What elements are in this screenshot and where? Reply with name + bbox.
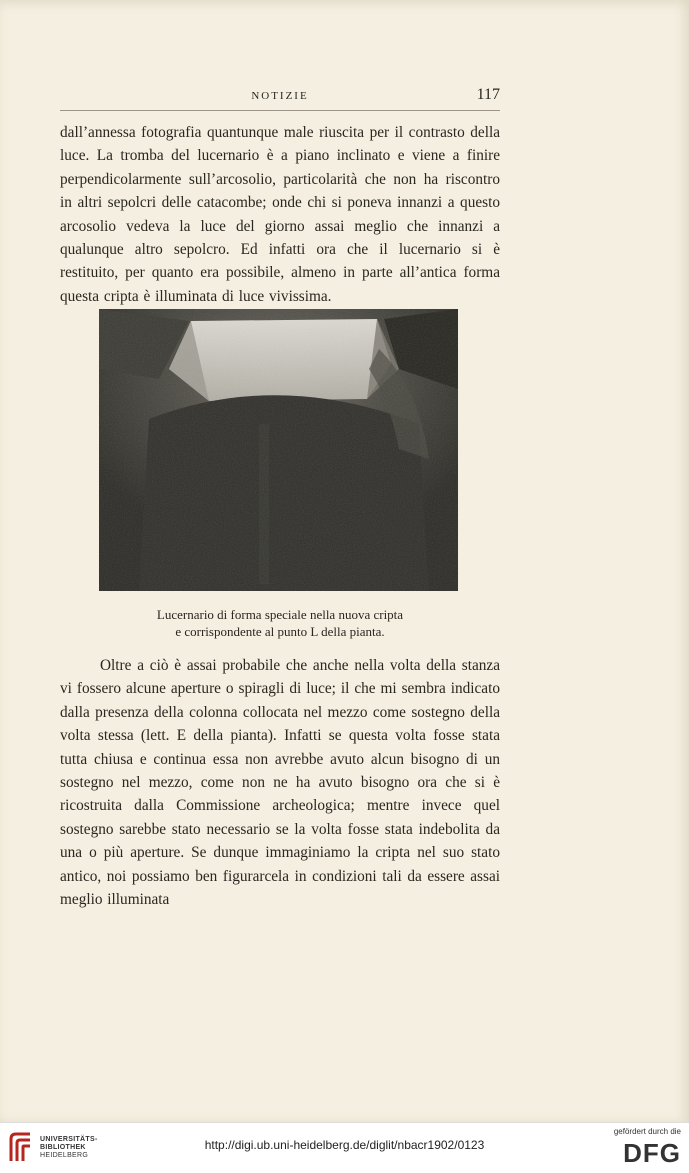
paragraph-2: Oltre a ciò è assai probabile che anche nella volta della stanza vi fossero alcune aperture o spiragli di luce; il che mi sembra indicato dalla presenza della colonna collocata nel mezzo come sostegno della volta stessa (lett. E della pianta). Infatti se questa volta fosse stata tutta chiusa e continua essa non avrebbe avuto alcun bisogno di un sostegno nel mezzo, come non ne ha avuto bisogno ora che si è ricostruita dalla Commissione archeologica; mentre invece quel sostegno sarebbe stato necessario se la volta fosse stata indebolita da una o più aperture. Se dunque immaginiamo la cripta nel suo stato antico, noi possiamo ben figurarcela in condizioni tali da essere assai meglio illuminata [60,657,500,909]
dfg-logo: DFG [623,1138,681,1168]
running-head [60,88,500,111]
figure-caption [60,606,500,640]
paragraph-1: dall’annessa fotografia quantunque male riuscita per il contrasto della luce. La tromba del lucernario è a piano inclinato e viene a finire perpendicolarmente sull’arcosolio, particolarità che non ha riscontro in altri sepolcri delle catacombe; onde chi si poneva innanzi a questo arcosolio vedeva la luce del giorno assai meglio che innanzi a qualunque altro sepolcro. Ed infatti ora che il lucernario si è restituito, per quanto era possibile, almeno in parte all’antica forma questa cripta è illuminata di luce vivissima. [60,124,500,305]
photograph-lucernario [99,309,458,591]
caption-line-1: Lucernario di forma speciale nella nuova cripta [156,607,404,622]
viewer-footer [0,1122,689,1173]
running-title: NOTIZIE [251,90,309,102]
permalink-url[interactable]: http://digi.ub.uni-heidelberg.de/diglit/nbacr1902/0123 [204,1138,485,1152]
caption-line-2: e corrispondente al punto L della pianta. [175,624,385,639]
funding-text: gefördert durch die [613,1127,681,1136]
photograph-image [99,309,458,591]
page-number: 117 [476,86,500,103]
library-name: UNIVERSITÄTS- BIBLIOTHEK HEIDELBERG [40,1136,98,1159]
